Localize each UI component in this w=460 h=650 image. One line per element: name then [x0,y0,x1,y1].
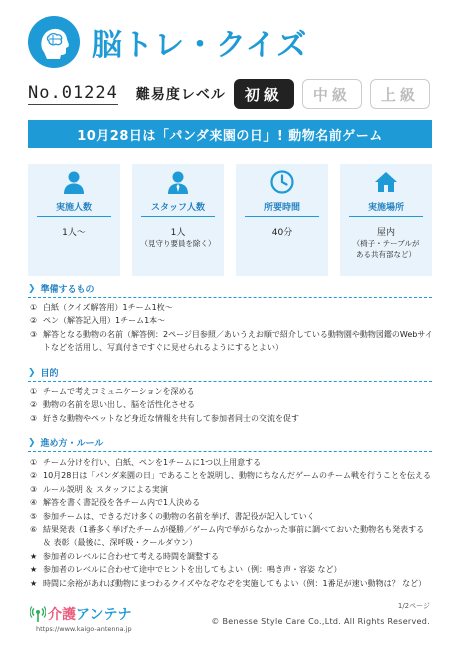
info-value: 屋内 [376,228,395,238]
chevron-right-icon: ❯ [28,367,36,378]
list-item: ① チーム分けを行い、白紙、ペンを1チームに1つ以上用意する [30,458,262,467]
list-item: ① チームで考えコミュニケーションを深める [30,387,195,396]
list-item: ② 10月28日は「パンダ来園の日」であることを説明し、動物にちなんだゲームのチーム戦を行うことを伝える [30,471,432,481]
list-item: ② 動物の名前を思い出し、脳を活性化させる [30,400,195,410]
info-card-participants [28,164,120,276]
info-title: 実施人数 [37,200,111,217]
prep-list [30,301,434,355]
page-number: 1/2ページ [397,602,430,610]
list-item: ③ 解答となる動物の名前（解答例：2ページ目参照／あいうえお順で紹介している動物園や動物図鑑のWebサイトなどを活用し、写真付きですぐに見せられるようにするとよい） [30,329,433,353]
list-item: ③ 好きな動物やペットなど身近な情報を共有して参加者同士の交流を促す [30,413,299,423]
list-item: ⑤ 参加チームは、できるだけ多くの動物の名前を挙げ、書記役が記入していく [30,511,315,521]
list-item: ② ペン（解答記入用）1チーム1本～ [30,316,166,326]
level-advanced: 上級 [370,79,430,109]
staff-icon [167,168,189,196]
info-value: 1人～ [62,228,86,238]
list-item: ★ 参加者のレベルに合わせて考える時間を調整する [30,551,219,561]
list-item: ① 白紙（クイズ解答用）1チーム1枚～ [30,303,173,312]
clock-icon [270,168,294,196]
copyright: © Benesse Style Care Co.,Ltd. All Rights Reserved. [211,617,430,626]
info-title: 所要時間 [245,200,319,217]
level-beginner: 初級 [234,79,294,109]
section-purpose-header [28,364,432,382]
list-item: ③ ルール説明 ＆ スタッフによる実演 [30,484,168,494]
antenna-icon [30,605,46,623]
difficulty-label: 難易度レベル [135,87,226,103]
info-value: 40分 [271,228,293,238]
section-rules-header [28,434,432,452]
quiz-title: 10月28日は「パンダ来園の日」! 動物名前ゲーム [28,120,432,148]
quiz-number: No.01224 [28,83,118,103]
info-card-staff [132,164,224,276]
meta-row [28,78,432,110]
header [28,14,307,70]
list-item: ⑥ 結果発表（1番多く挙げたチームが優勝／ゲーム内で挙がらなかった事前に調べておいた動物名も発表する ＆ 表彰（最後に、深呼吸・クールダウン） [30,525,425,548]
section-title: 進め方・ルール [40,439,104,449]
section-title: 準備するもの [40,285,95,295]
purpose-list [30,385,434,425]
info-value: 1人 [170,228,186,238]
info-card-location [340,164,432,276]
chevron-right-icon: ❯ [28,437,36,448]
section-title: 目的 [40,369,59,379]
house-icon [374,168,398,196]
rules-list [30,456,434,590]
info-cards [28,164,432,276]
list-item: ④ 解答を書く書記役を各チーム内で1人決める [30,498,201,508]
footer-url[interactable]: https://www.kaigo-antenna.jp [36,625,132,633]
info-title: スタッフ人数 [141,200,215,217]
info-card-duration [236,164,328,276]
section-prep-header [28,280,432,298]
chevron-right-icon: ❯ [28,283,36,294]
info-sub: （椅子・テーブルがある共有部など） [352,239,420,259]
kaigo-antenna-logo [30,604,131,624]
list-item: ★ 時間に余裕があれば動物にまつわるクイズやなぞなぞを実施してもよい（例：1番足が速い動物は？ など） [30,578,427,588]
info-sub: （見守り要員を除く） [140,239,216,249]
level-intermediate: 中級 [302,79,362,109]
app-title: 脳トレ・クイズ [92,28,308,63]
person-icon [63,168,85,196]
list-item: ★ 参加者のレベルに合わせて途中でヒントを出してもよい（例：鳴き声・容姿 など） [30,565,342,575]
brand-name: 介護アンテナ [48,607,132,623]
brain-head-icon [28,16,80,68]
info-title: 実施場所 [349,200,423,217]
